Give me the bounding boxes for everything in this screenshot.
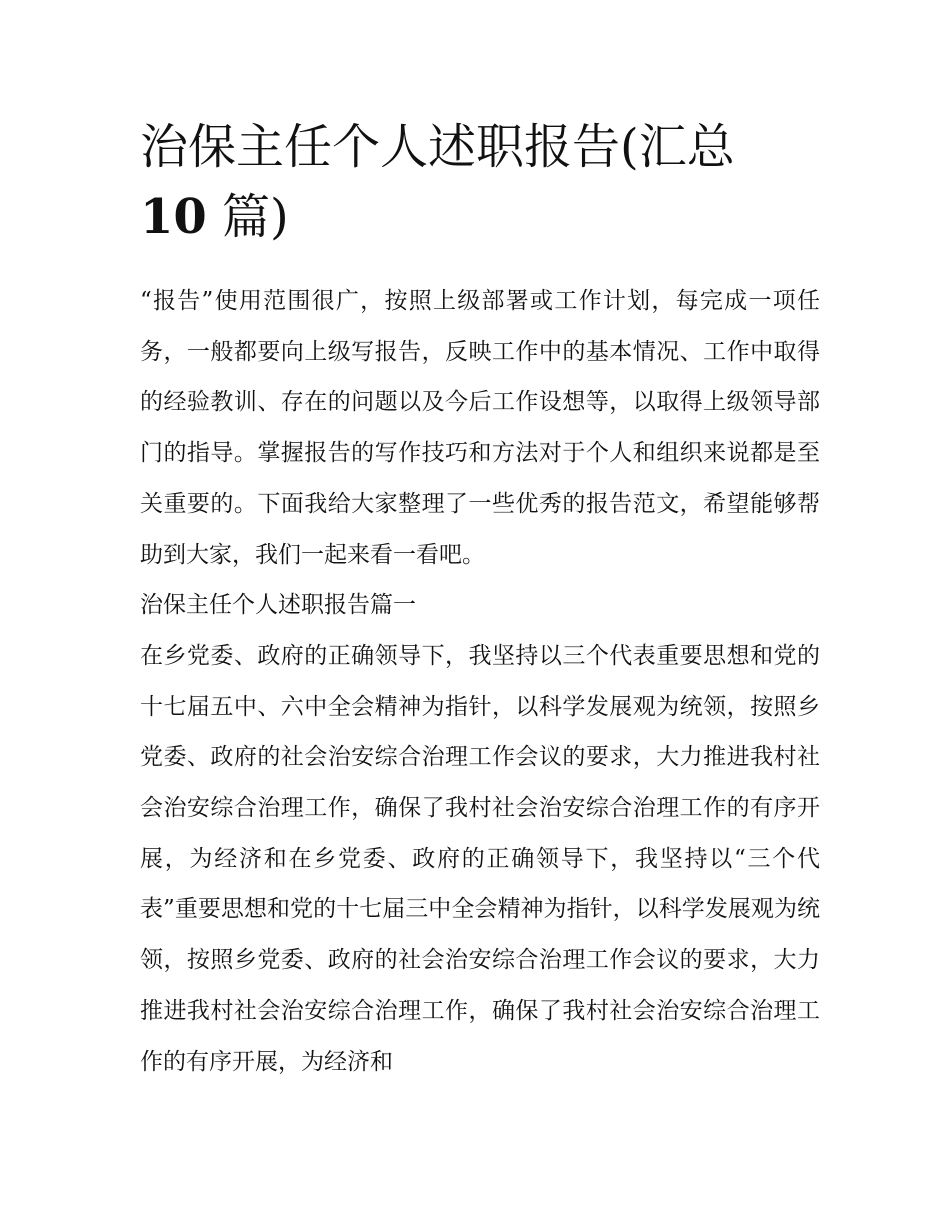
title-line-2: 篇)	[206, 189, 289, 245]
title-line-1: 治保主任个人述职报告(汇总	[140, 119, 735, 175]
section-paragraph: 在乡党委、政府的正确领导下，我坚持以三个代表重要思想和党的十七届五中、六中全会精神为指针，以科学发展观为统领，按照乡党委、政府的社会治安综合治理工作会议的要求，大力推进我村社会治安综合治理工作，确保了我村社会治安综合治理工作的有序开展，为经济和在乡党委、政府的正确领导下，我坚持以“三个代表”重要思想和党的十七届三中全会精神为指针，以科学发展观为统领，按照乡党委、政府的社会治安综合治理工作会议的要求，大力推进我村社会治安综合治理工作，确保了我村社会治安综合治理工作的有序开展，为经济和	[140, 642, 820, 1075]
document-title	[140, 112, 820, 252]
intro-paragraph: “报告”使用范围很广，按照上级部署或工作计划，每完成一项任务，一般都要向上级写报告，反映工作中的基本情况、工作中取得的经验教训、存在的问题以及今后工作设想等，以取得上级领导部门的指导。掌握报告的写作技巧和方法对于个人和组织来说都是至关重要的。下面我给大家整理了一些优秀的报告范文，希望能够帮助到大家，我们一起来看一看吧。	[140, 288, 820, 568]
document-body	[140, 276, 820, 1087]
title-number: 10	[140, 189, 207, 245]
section-heading: 治保主任个人述职报告篇一	[140, 592, 416, 619]
